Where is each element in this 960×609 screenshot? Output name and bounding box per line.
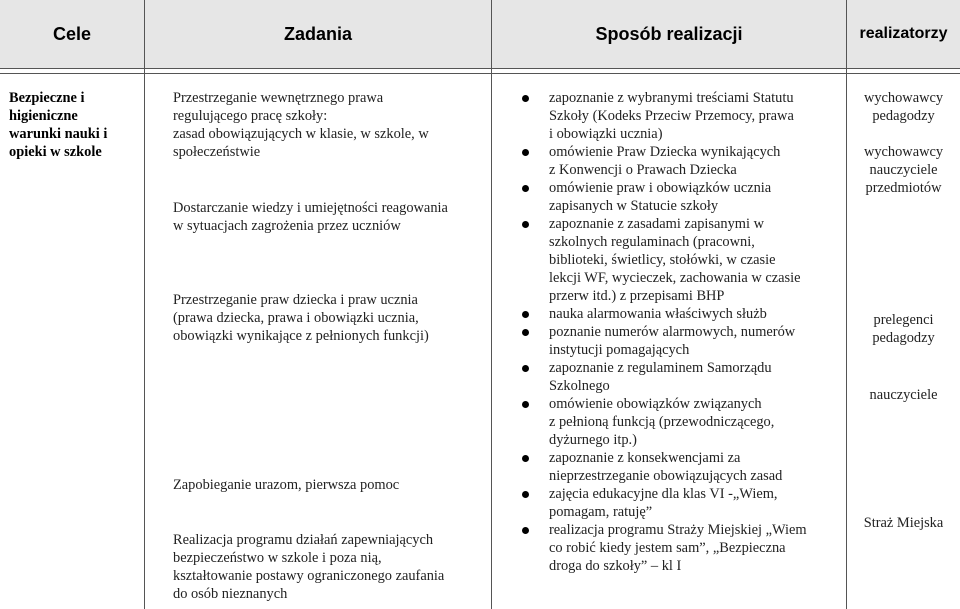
- task-line: Przestrzeganie wewnętrznego prawa: [173, 90, 384, 106]
- header-goals: [0, 0, 144, 68]
- method-line: nieprzestrzeganie obowiązujących zasad: [549, 468, 783, 484]
- header-goals-label: Cele: [52, 23, 92, 44]
- method-line: przerw itd.) z przepisami BHP: [549, 288, 725, 304]
- task-line: bezpieczeństwo w szkole i poza nią,: [173, 550, 382, 566]
- task-line: Przestrzeganie praw dziecka i praw ucznia: [173, 292, 418, 308]
- task-line: zasad obowiązujących w klasie, w szkole, w: [173, 126, 429, 142]
- responsible-entry: pedagodzy: [872, 330, 935, 346]
- responsible-entry: prelegenci: [873, 312, 934, 328]
- header-methods-label: Sposób realizacji: [595, 23, 743, 44]
- method-item: [518, 323, 844, 341]
- method-line: omówienie praw i obowiązków ucznia: [549, 180, 772, 196]
- method-item: [518, 143, 844, 161]
- responsible-entry: przedmiotów: [865, 180, 942, 196]
- method-item: [518, 359, 844, 377]
- responsible-entry: wychowawcy: [863, 90, 944, 106]
- task-line: do osób nieznanych: [173, 586, 288, 602]
- method-line: zapoznanie z regulaminem Samorządu: [549, 360, 772, 376]
- method-item: [518, 215, 844, 233]
- method-item: [518, 179, 844, 197]
- method-line: co robić kiedy jestem sam”, „Bezpieczna: [549, 540, 786, 556]
- task-line: Zapobieganie urazom, pierwsza pomoc: [173, 477, 400, 493]
- method-line: zajęcia edukacyjne dla klas VI -„Wiem,: [549, 486, 778, 502]
- task-item: [173, 199, 448, 235]
- methods-cell: [518, 89, 844, 575]
- task-line: (prawa dziecka, prawa i obowiązki ucznia,: [173, 310, 419, 326]
- method-line: z Konwencji o Prawach Dziecka: [549, 162, 737, 178]
- method-line: realizacja programu Straży Miejskiej „Wiem: [549, 522, 807, 538]
- method-line: nauka alarmowania właściwych służb: [549, 306, 767, 322]
- methods-list: [518, 89, 844, 575]
- header-responsible-label: realizatorzy: [859, 25, 948, 42]
- method-line: zapoznanie z zasadami zapisanymi w: [549, 216, 764, 232]
- goal-line: higieniczne: [9, 108, 78, 124]
- header-tasks-label: Zadania: [283, 23, 353, 44]
- method-line: zapoznanie z konsekwencjami za: [549, 450, 741, 466]
- header-responsible: [847, 0, 960, 68]
- task-item: [173, 531, 444, 603]
- task-line: Dostarczanie wiedzy i umiejętności reagowania: [173, 200, 448, 216]
- column-divider: [491, 0, 492, 609]
- method-line: dyżurnego itp.): [549, 432, 637, 448]
- method-line: z pełnioną funkcją (przewodniczącego,: [549, 414, 775, 430]
- task-line: w sytuacjach zagrożenia przez uczniów: [173, 218, 401, 234]
- task-line: Realizacja programu działań zapewniających: [173, 532, 434, 548]
- responsible-entry: nauczyciele: [869, 387, 938, 403]
- method-item: [518, 305, 844, 323]
- method-line: omówienie obowiązków związanych: [549, 396, 762, 412]
- method-item: [518, 395, 844, 413]
- goal-line: warunki nauki i: [9, 126, 108, 142]
- method-line: Szkolnego: [549, 378, 610, 394]
- task-line: kształtowanie postawy ograniczonego zaufania: [173, 568, 445, 584]
- method-line: omówienie Praw Dziecka wynikających: [549, 144, 781, 160]
- task-item: [173, 89, 429, 161]
- responsible-entry: wychowawcy: [863, 144, 944, 160]
- method-item: [518, 485, 844, 503]
- header-methods: [492, 0, 846, 68]
- method-line: biblioteki, świetlicy, stołówki, w czasie: [549, 252, 776, 268]
- method-line: poznanie numerów alarmowych, numerów: [549, 324, 796, 340]
- responsible-entry: pedagodzy: [872, 108, 935, 124]
- column-divider: [144, 0, 145, 609]
- goal-cell: [9, 89, 141, 161]
- task-item: [173, 476, 399, 494]
- responsible-entry: nauczyciele: [869, 162, 938, 178]
- goal-line: Bezpieczne i: [9, 90, 85, 106]
- method-line: i obowiązki ucznia): [549, 126, 663, 142]
- method-line: zapoznanie z wybranymi treściami Statutu: [549, 90, 794, 106]
- responsible-cell: [847, 89, 960, 609]
- method-line: pomagam, ratuję”: [549, 504, 653, 520]
- task-line: społeczeństwie: [173, 144, 261, 160]
- method-line: droga do szkoły” – kl I: [549, 558, 682, 574]
- task-item: [173, 291, 429, 345]
- responsible-entry: Straż Miejska: [863, 515, 944, 531]
- method-line: szkolnych regulaminach (pracowni,: [549, 234, 755, 250]
- method-item: [518, 89, 844, 107]
- goal-line: opieki w szkole: [9, 144, 102, 160]
- method-line: zapisanych w Statucie szkoły: [549, 198, 719, 214]
- method-line: lekcji WF, wycieczek, zachowania w czasie: [549, 270, 801, 286]
- method-line: instytucji pomagających: [549, 342, 690, 358]
- task-line: regulującego pracę szkoły:: [173, 108, 328, 124]
- method-item: [518, 449, 844, 467]
- task-line: obowiązki wynikające z pełnionych funkcji): [173, 328, 429, 344]
- method-item: [518, 521, 844, 539]
- header-tasks: [145, 0, 491, 68]
- method-line: Szkoły (Kodeks Przeciw Przemocy, prawa: [549, 108, 794, 124]
